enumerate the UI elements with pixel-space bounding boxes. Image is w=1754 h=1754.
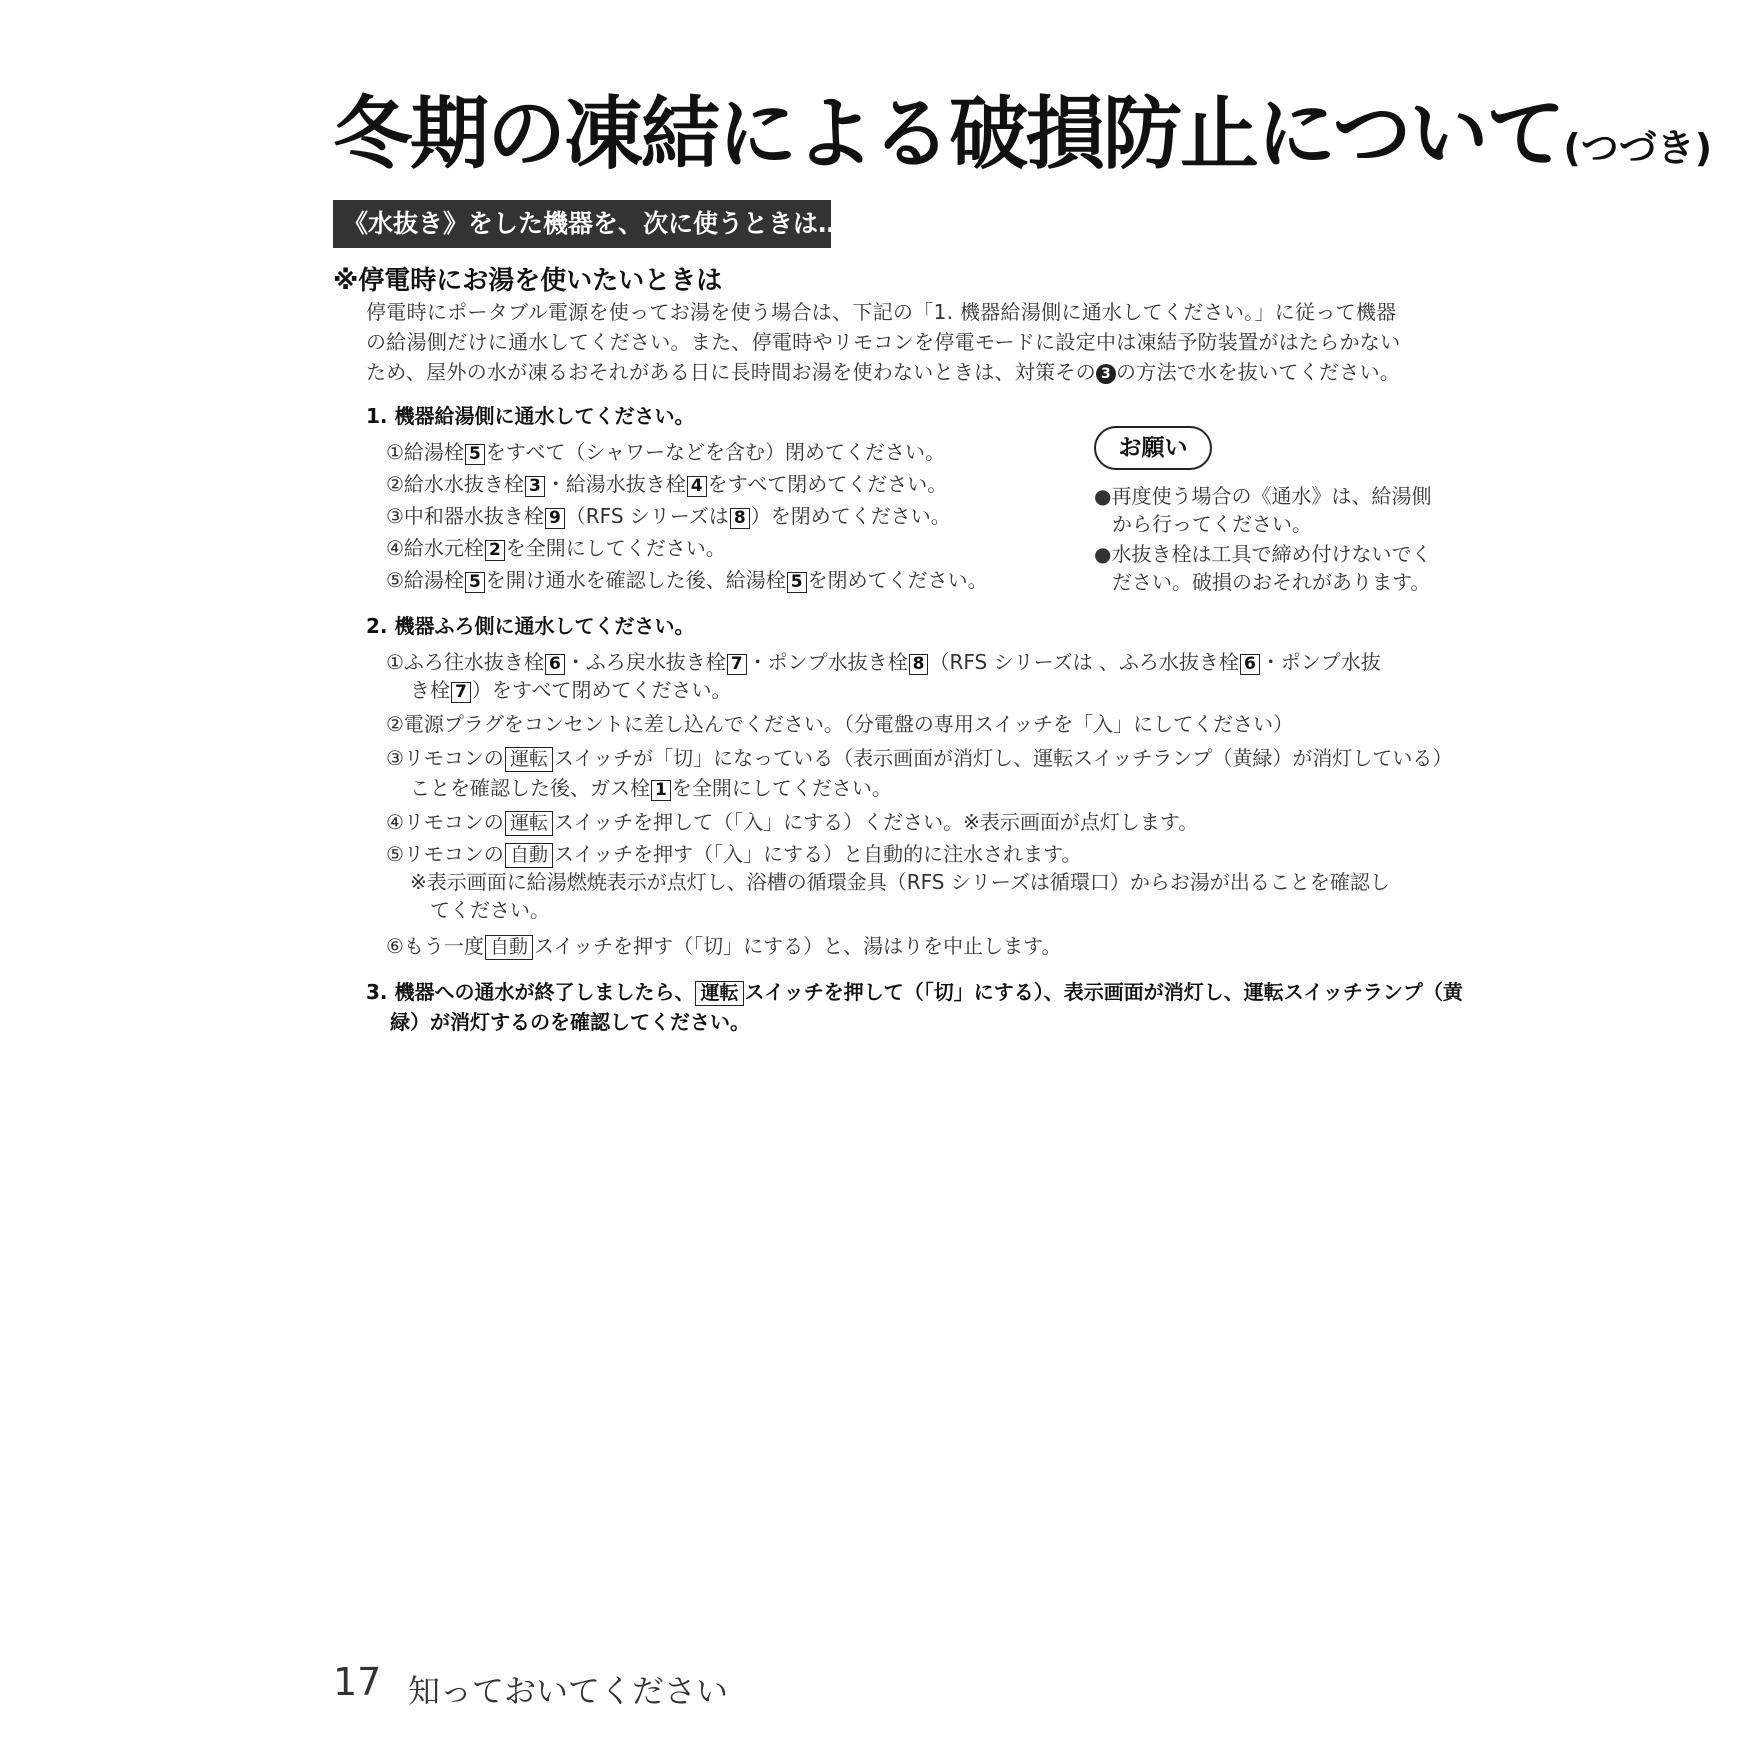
valve-number: 5 xyxy=(465,572,485,593)
step-2-item-1-line-1: ①ふろ往水抜き栓 6 ・ふろ戻水抜き栓 7 ・ポンプ水抜き栓 8 （RFS シリーズは 、ふろ水抜き栓 6 ・ポンプ水抜 xyxy=(386,650,1381,674)
step-1-item-4: ④給水元栓 2 を全開にしてください。 xyxy=(386,536,726,560)
step-2-item-5-note-line-2: てください。 xyxy=(430,898,550,922)
step-3-line-1: 3. 機器への通水が終了しましたら、 運転 スイッチを押して（「切」にする）、表示画面が消灯し、運転スイッチランプ（黄 xyxy=(366,980,1463,1004)
valve-number: 5 xyxy=(787,572,807,593)
page-title: 冬期の凍結による破損防止について(つづき) xyxy=(333,88,1713,180)
step-1-item-3: ③中和器水抜き栓 9 （RFS シリーズは 8 ）を閉めてください。 xyxy=(386,504,951,528)
power-outage-line-3: ため、屋外の水が凍るおそれがある日に長時間お湯を使わないときは、対策その 3 の方法で水を抜いてください。 xyxy=(366,360,1401,384)
valve-number: 3 xyxy=(525,476,545,497)
chapter-title: 知っておいてください xyxy=(408,1672,729,1710)
run-switch-key: 運転 xyxy=(505,811,553,836)
step-2-item-1-line-2: き栓 7 ）をすべて閉めてください。 xyxy=(410,678,732,702)
power-outage-heading: ※停電時にお湯を使いたいときは xyxy=(333,266,723,296)
auto-switch-key: 自動 xyxy=(505,843,553,868)
valve-number: 5 xyxy=(465,444,485,465)
valve-number: 9 xyxy=(545,508,565,529)
valve-number: 1 xyxy=(651,780,671,801)
note-bullet-1-line-2: から行ってください。 xyxy=(1112,512,1312,536)
page-number: 17 xyxy=(333,1660,382,1704)
valve-number: 2 xyxy=(485,540,505,561)
run-switch-key: 運転 xyxy=(695,981,743,1006)
step-1-item-1: ①給湯栓 5 をすべて（シャワーなどを含む）閉めてください。 xyxy=(386,440,945,464)
valve-number: 8 xyxy=(730,508,750,529)
step-3-line-2: 緑）が消灯するのを確認してください。 xyxy=(390,1010,750,1034)
step-2-item-2: ②電源プラグをコンセントに差し込んでください。（分電盤の専用スイッチを「入」にしてください） xyxy=(386,712,1294,736)
valve-number: 6 xyxy=(1240,654,1260,675)
step-2-heading: 2. 機器ふろ側に通水してください。 xyxy=(366,614,695,638)
page-title-suffix: (つづき) xyxy=(1563,126,1713,170)
step-2-item-6: ⑥もう一度 自動 スイッチを押す（「切」にする）と、湯はりを中止します。 xyxy=(386,934,1062,958)
step-1-heading: 1. 機器給湯側に通水してください。 xyxy=(366,404,695,428)
step-1-item-5: ⑤給湯栓 5 を開け通水を確認した後、給湯栓 5 を閉めてください。 xyxy=(386,568,988,592)
valve-number: 4 xyxy=(687,476,707,497)
valve-number: 7 xyxy=(451,682,471,703)
section-header: 《水抜き》をした機器を、次に使うときは… xyxy=(333,200,831,248)
step-1-item-2: ②給水水抜き栓 3 ・給湯水抜き栓 4 をすべて閉めてください。 xyxy=(386,472,948,496)
step-2-item-5-note-line-1: ※表示画面に給湯燃焼表示が点灯し、浴槽の循環金具（RFS シリーズは循環口）からお湯が出ることを確認し xyxy=(410,870,1390,894)
request-note-label: お願い xyxy=(1094,426,1212,470)
note-bullet-1-line-1: ●再度使う場合の《通水》は、給湯側 xyxy=(1094,484,1432,508)
valve-number: 8 xyxy=(909,654,929,675)
valve-number: 7 xyxy=(727,654,747,675)
valve-number: 6 xyxy=(545,654,565,675)
power-outage-line-2: の給湯側だけに通水してください。また、停電時やリモコンを停電モードに設定中は凍結予防装置がはたらかない xyxy=(366,330,1401,354)
step-2-item-3-line-2: ことを確認した後、ガス栓 1 を全開にしてください。 xyxy=(410,776,892,800)
step-2-item-4: ④リモコンの 運転 スイッチを押して（「入」にする）ください。※表示画面が点灯します。 xyxy=(386,810,1199,834)
power-outage-line-1: 停電時にポータブル電源を使ってお湯を使う場合は、下記の「1. 機器給湯側に通水してください。」に従って機器 xyxy=(366,300,1397,324)
run-switch-key: 運転 xyxy=(505,747,553,772)
step-2-item-3-line-1: ③リモコンの 運転 スイッチが「切」になっている（表示画面が消灯し、運転スイッチランプ（黄緑）が消灯している） xyxy=(386,746,1453,770)
measure-number-icon: 3 xyxy=(1096,364,1116,384)
step-2-item-5: ⑤リモコンの 自動 スイッチを押す（「入」にする）と自動的に注水されます。 xyxy=(386,842,1082,866)
auto-switch-key: 自動 xyxy=(485,935,533,960)
note-bullet-2-line-1: ●水抜き栓は工具で締め付けないでく xyxy=(1094,542,1432,566)
note-bullet-2-line-2: ださい。破損のおそれがあります。 xyxy=(1112,570,1431,594)
